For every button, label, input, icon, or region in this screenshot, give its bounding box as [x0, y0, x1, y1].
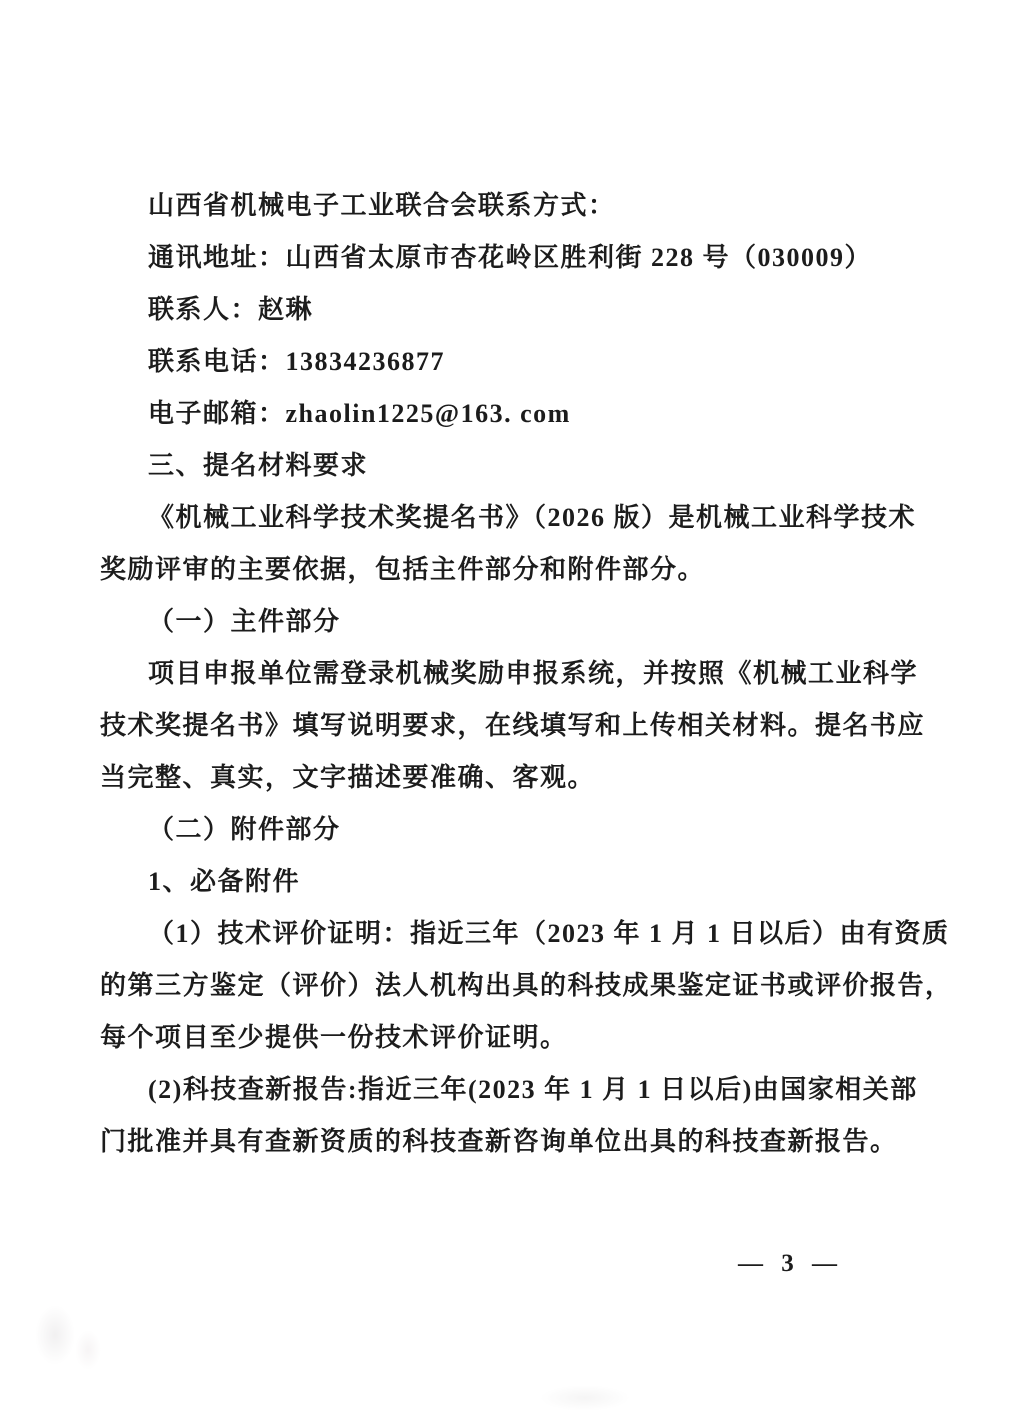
heading-required-attachments: 1、必备附件	[148, 867, 301, 896]
line-tech-evaluation-3: 每个项目至少提供一份技术评价证明。	[100, 1023, 568, 1052]
line-novelty-report-1: (2)科技查新报告:指近三年(2023 年 1 月 1 日以后)由国家相关部	[148, 1075, 918, 1104]
line-contact-person: 联系人：赵琳	[148, 295, 314, 324]
line-novelty-report-2: 门批准并具有查新资质的科技查新咨询单位出具的科技查新报告。	[100, 1127, 898, 1156]
line-main-part-1: 项目申报单位需登录机械奖励申报系统，并按照《机械工业科学	[148, 659, 919, 688]
heading-main-part: （一）主件部分	[148, 607, 341, 636]
line-mailing-address: 通讯地址：山西省太原市杏花岭区胜利街 228 号（030009）	[148, 243, 873, 272]
line-contact-email: 电子邮箱：zhaolin1225@163. com	[148, 399, 571, 428]
line-nomination-book-1: 《机械工业科学技术奖提名书》（2026 版）是机械工业科学技术	[148, 503, 917, 532]
page-number: — 3 —	[738, 1250, 839, 1277]
line-main-part-3: 当完整、真实，文字描述要准确、客观。	[100, 763, 596, 792]
heading-section-three: 三、提名材料要求	[148, 451, 369, 480]
line-tech-evaluation-1: （1）技术评价证明：指近三年（2023 年 1 月 1 日以后）由有资质	[148, 919, 950, 948]
document-text-block	[100, 180, 953, 1168]
line-main-part-2: 技术奖提名书》填写说明要求，在线填写和上传相关材料。提名书应	[100, 711, 926, 740]
heading-attachment-part: （二）附件部分	[148, 815, 341, 844]
line-tech-evaluation-2: 的第三方鉴定（评价）法人机构出具的科技成果鉴定证书或评价报告，	[100, 971, 953, 1000]
line-nomination-book-2: 奖励评审的主要依据，包括主件部分和附件部分。	[100, 555, 706, 584]
scan-smudge	[540, 1385, 630, 1411]
scan-smudge	[35, 1305, 75, 1365]
line-contact-phone: 联系电话：13834236877	[148, 347, 446, 376]
scan-smudge	[75, 1330, 101, 1370]
line-federation-contact-heading: 山西省机械电子工业联合会联系方式：	[148, 191, 616, 220]
